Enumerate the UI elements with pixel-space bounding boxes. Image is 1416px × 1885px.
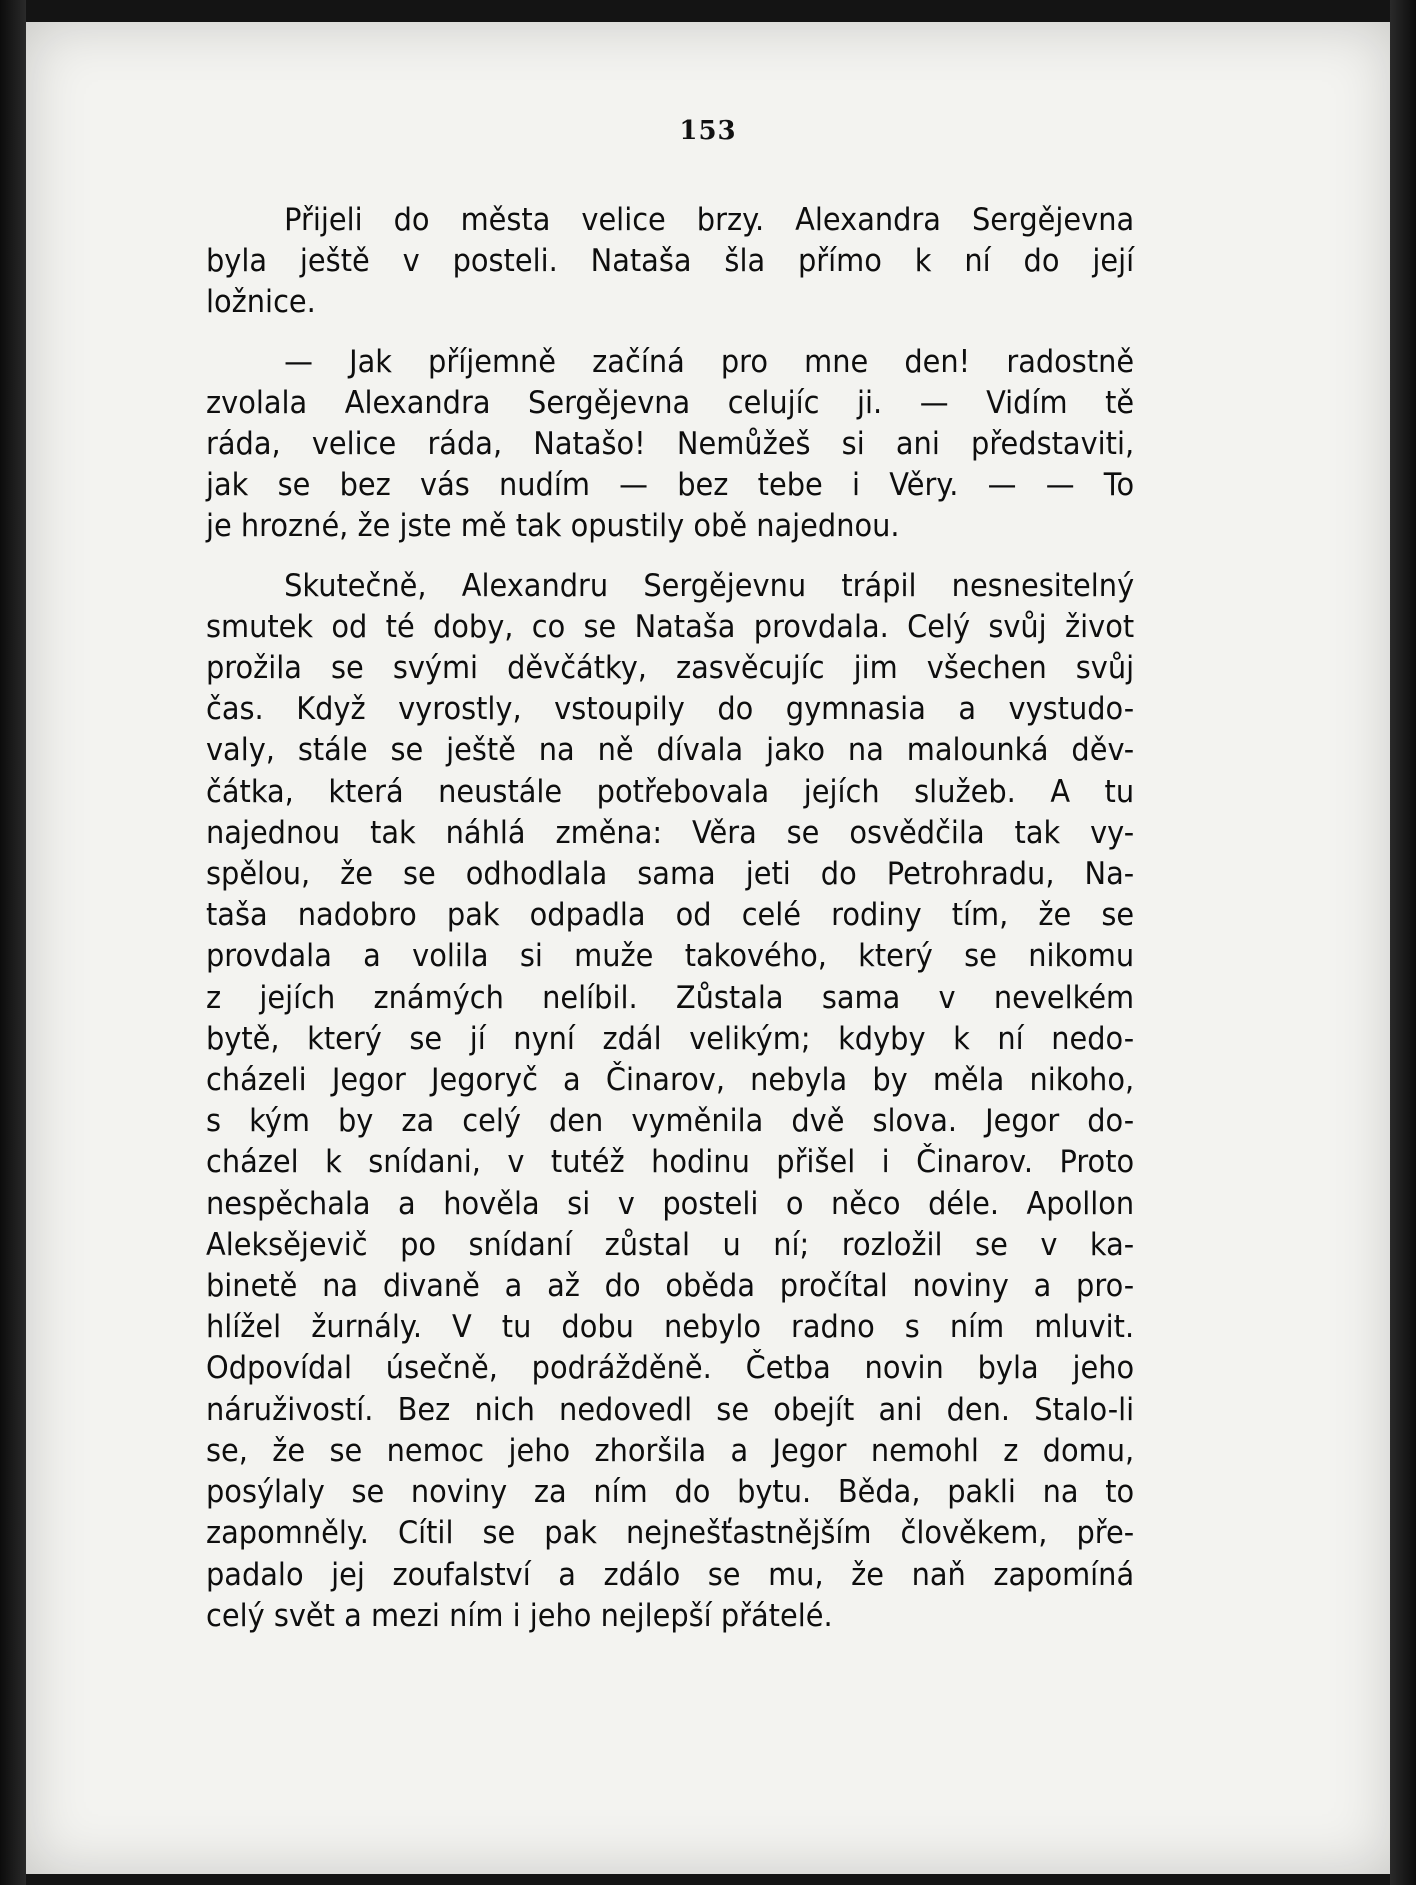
text-line: cházeli Jegor Jegoryč a Činarov, nebyla by měla nikoho, xyxy=(206,1062,1135,1099)
text-line: taša nadobro pak odpadla od celé rodiny tím, že se xyxy=(206,897,1135,934)
page-edge-left xyxy=(0,0,26,1885)
text-line: náruživostí. Bez nich nedovedl se obejít ani den. Stalo-li xyxy=(206,1391,1135,1428)
text-line: provdala a volila si muže takového, který se nikomu xyxy=(206,938,1135,975)
text-line: jak se bez vás nudím — bez tebe i Věry. — — To xyxy=(206,467,1135,504)
body-text xyxy=(206,200,1134,1655)
text-line: Přijeli do města velice brzy. Alexandra Sergějevna xyxy=(284,202,1135,238)
text-line: hlížel žurnály. V tu dobu nebylo radno s ním mluvit. xyxy=(206,1309,1135,1346)
text-line: je hrozné, že jste mě tak opustily obě najednou. xyxy=(206,508,900,545)
text-line: bytě, který se jí nyní zdál velikým; kdyby k ní nedo- xyxy=(206,1020,1135,1057)
text-line: zvolala Alexandra Sergějevna celujíc ji. — Vidím tě xyxy=(206,384,1135,421)
text-line: spělou, že se odhodlala sama jeti do Petrohradu, Na- xyxy=(206,856,1135,893)
text-line: smutek od té doby, co se Nataša provdala. Celý svůj život xyxy=(206,608,1135,645)
text-line: z jejích známých nelíbil. Zůstala sama v nevelkém xyxy=(206,979,1135,1016)
text-line: se, že se nemoc jeho zhoršila a Jegor nemohl z domu, xyxy=(206,1432,1135,1469)
paragraph-3 xyxy=(206,566,1134,1637)
text-line: s kým by za celý den vyměnila dvě slova. Jegor do- xyxy=(206,1103,1135,1140)
text-line: — Jak příjemně začíná pro mne den! radostně xyxy=(284,343,1135,380)
text-line: zapomněly. Cítil se pak nejnešťastnějším člověkem, pře- xyxy=(206,1515,1135,1552)
text-line: binetě na divaně a až do oběda pročítal noviny a pro- xyxy=(206,1268,1135,1305)
paragraph-1 xyxy=(206,200,1134,324)
text-line: ložnice. xyxy=(206,284,316,321)
text-line: čas. Když vyrostly, vstoupily do gymnasia a vystudo- xyxy=(206,691,1135,728)
page-number: 153 xyxy=(679,116,737,146)
text-line: najednou tak náhlá změna: Věra se osvědčila tak vy- xyxy=(206,814,1135,851)
text-line: cházel k snídani, v tutéž hodinu přišel i Činarov. Proto xyxy=(206,1144,1135,1181)
text-line: posýlaly se noviny za ním do bytu. Běda, pakli na to xyxy=(206,1474,1135,1511)
text-line: valy, stále se ještě na ně dívala jako na malounká děv- xyxy=(206,732,1135,769)
page-edge-right xyxy=(1390,0,1416,1885)
text-line: prožila se svými děvčátky, zasvěcujíc jim všechen svůj xyxy=(206,650,1135,687)
text-line: celý svět a mezi ním i jeho nejlepší přátelé. xyxy=(206,1597,833,1634)
text-line: byla ještě v posteli. Nataša šla přímo k ní do její xyxy=(206,243,1135,280)
text-line: padalo jej zoufalství a zdálo se mu, že naň zapomíná xyxy=(206,1556,1135,1593)
text-line: Odpovídal úsečně, podrážděně. Četba novin byla jeho xyxy=(206,1350,1135,1387)
text-line: Aleksějevič po snídaní zůstal u ní; rozložil se v ka- xyxy=(206,1226,1135,1263)
text-line: nespěchala a hověla si v posteli o něco déle. Apollon xyxy=(206,1185,1135,1222)
text-line: ráda, velice ráda, Natašo! Nemůžeš si ani představiti, xyxy=(206,426,1135,463)
text-line: Skutečně, Alexandru Sergějevnu trápil nesnesitelný xyxy=(284,567,1135,604)
text-line: čátka, která neustále potřebovala jejích služeb. A tu xyxy=(206,773,1135,810)
paragraph-2 xyxy=(206,342,1134,548)
